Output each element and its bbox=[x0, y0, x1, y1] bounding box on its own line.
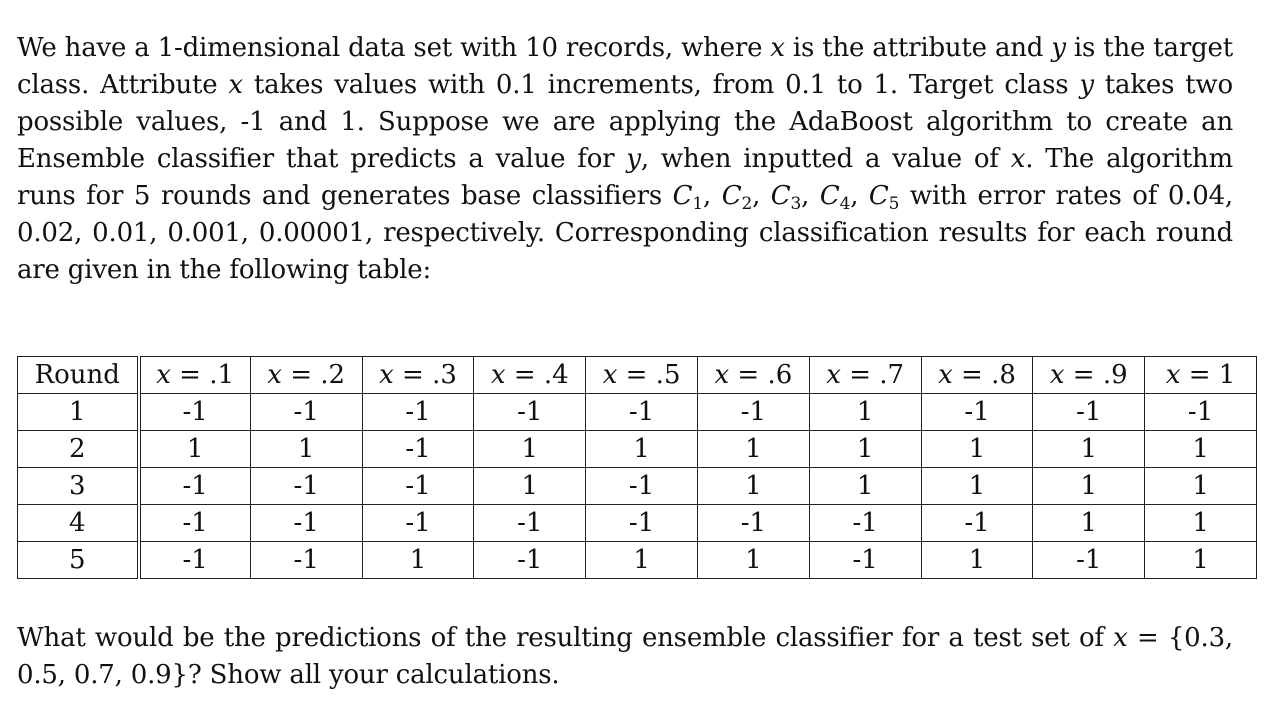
prediction-cell: -1 bbox=[362, 431, 474, 468]
prediction-cell: -1 bbox=[250, 394, 362, 431]
x-column-header bbox=[250, 357, 362, 394]
var-x: x bbox=[228, 70, 243, 100]
prediction-cell: -1 bbox=[139, 468, 251, 505]
header-x-var: x bbox=[714, 360, 730, 390]
table-row bbox=[18, 505, 1257, 542]
prediction-cell: -1 bbox=[474, 542, 586, 579]
classifier-c2: $C_2$ bbox=[721, 181, 753, 214]
x-column-header bbox=[1033, 357, 1145, 394]
round-number: 3 bbox=[18, 468, 139, 505]
test-set: {0.3, 0.5, 0.7, 0.9} bbox=[17, 623, 1233, 690]
intro-text-9: , respectively. Corresponding classification results for each round are given in the following table: bbox=[17, 218, 1234, 285]
header-x-value: = .4 bbox=[505, 360, 569, 390]
intro-text-5: takes two possible values, -1 and 1. Suppose we are applying the AdaBoost algorithm to create an Ensemble classifier that predicts a value for bbox=[17, 70, 1233, 174]
round-number: 1 bbox=[18, 394, 139, 431]
prediction-cell: -1 bbox=[362, 394, 474, 431]
classifier-subscript: 4 bbox=[839, 194, 851, 214]
classifier-c5: $C_5$ bbox=[868, 181, 900, 214]
problem-question bbox=[17, 620, 1233, 694]
prediction-cell: 1 bbox=[1145, 505, 1257, 542]
header-x-var: x bbox=[1049, 360, 1065, 390]
header-x-var: x bbox=[490, 360, 506, 390]
header-x-var: x bbox=[267, 360, 282, 390]
prediction-cell: -1 bbox=[697, 394, 809, 431]
prediction-cell: 1 bbox=[1145, 468, 1257, 505]
prediction-cell: 1 bbox=[1145, 542, 1257, 579]
var-x: x bbox=[1113, 623, 1128, 653]
prediction-cell: 1 bbox=[586, 542, 698, 579]
header-x-value: = .1 bbox=[170, 360, 235, 390]
classifier-c4: $C_4$ bbox=[819, 181, 851, 214]
header-x-value: = .3 bbox=[393, 360, 457, 390]
prediction-cell: -1 bbox=[586, 394, 698, 431]
prediction-cell: -1 bbox=[809, 542, 921, 579]
intro-text-3: is the target class. Attribute bbox=[17, 33, 1233, 100]
table-row bbox=[18, 394, 1257, 431]
prediction-cell: 1 bbox=[697, 468, 809, 505]
prediction-cell: -1 bbox=[250, 505, 362, 542]
prediction-cell: -1 bbox=[1033, 394, 1145, 431]
table-row bbox=[18, 468, 1257, 505]
var-y: y bbox=[1051, 33, 1066, 63]
prediction-cell: 1 bbox=[1145, 431, 1257, 468]
prediction-cell: -1 bbox=[921, 394, 1033, 431]
prediction-cell: 1 bbox=[474, 431, 586, 468]
prediction-cell: 1 bbox=[809, 468, 921, 505]
equals-sign: = bbox=[1136, 623, 1159, 653]
prediction-cell: -1 bbox=[809, 505, 921, 542]
header-x-value: = 1 bbox=[1180, 360, 1236, 390]
header-x-var: x bbox=[156, 360, 171, 390]
classifier-c3: $C_3$ bbox=[770, 181, 802, 214]
error-rates: 0.04, 0.02, 0.01, 0.001, 0.00001 bbox=[17, 181, 1233, 248]
var-x: x bbox=[1010, 144, 1026, 174]
header-x-value: = .9 bbox=[1064, 360, 1128, 390]
classifier-subscript: 3 bbox=[790, 194, 802, 214]
round-number: 5 bbox=[18, 542, 139, 579]
header-x-value: = .8 bbox=[952, 360, 1016, 390]
classifier-subscript: 1 bbox=[692, 194, 703, 214]
prediction-cell: 1 bbox=[139, 431, 251, 468]
question-text-2: ? Show all your calculations. bbox=[187, 660, 560, 690]
classifier-subscript: 5 bbox=[888, 194, 900, 214]
round-number: 4 bbox=[18, 505, 139, 542]
intro-text-7: . The algorithm runs for 5 rounds and generates base classifiers bbox=[17, 144, 1233, 211]
prediction-cell: -1 bbox=[250, 468, 362, 505]
prediction-cell: -1 bbox=[139, 394, 251, 431]
x-column-header bbox=[921, 357, 1033, 394]
intro-text-2: is the attribute and bbox=[792, 33, 1044, 63]
var-x: x bbox=[770, 33, 785, 63]
header-x-value: = .5 bbox=[617, 360, 681, 390]
x-column-header bbox=[1145, 357, 1257, 394]
problem-intro bbox=[17, 30, 1233, 289]
prediction-cell: 1 bbox=[809, 431, 921, 468]
x-column-header bbox=[362, 357, 474, 394]
x-column-header bbox=[697, 357, 809, 394]
header-x-var: x bbox=[379, 360, 394, 390]
prediction-cell: -1 bbox=[250, 542, 362, 579]
round-header: Round bbox=[18, 357, 139, 394]
prediction-cell: 1 bbox=[250, 431, 362, 468]
prediction-cell: -1 bbox=[1145, 394, 1257, 431]
classifier-subscript: 2 bbox=[741, 194, 753, 214]
prediction-cell: -1 bbox=[474, 394, 586, 431]
var-y: y bbox=[1079, 70, 1094, 100]
classification-results-table bbox=[17, 356, 1257, 579]
header-x-var: x bbox=[602, 360, 618, 390]
classifier-list: $C_1$, $C_2$, $C_3$, $C_4$, $C_5$ bbox=[672, 181, 900, 214]
question-text-1: What would be the predictions of the resulting ensemble classifier for a test set of bbox=[17, 623, 1104, 653]
prediction-cell: 1 bbox=[362, 542, 474, 579]
prediction-cell: -1 bbox=[362, 505, 474, 542]
prediction-cell: -1 bbox=[697, 505, 809, 542]
prediction-cell: -1 bbox=[139, 505, 251, 542]
table-header-row bbox=[18, 357, 1257, 394]
prediction-cell: 1 bbox=[697, 542, 809, 579]
var-y: y bbox=[626, 144, 641, 174]
intro-text-1: We have a 1-dimensional data set with 10 records, where bbox=[17, 33, 763, 63]
round-number: 2 bbox=[18, 431, 139, 468]
prediction-cell: 1 bbox=[921, 431, 1033, 468]
prediction-cell: 1 bbox=[921, 542, 1033, 579]
table-body bbox=[18, 394, 1257, 579]
prediction-cell: -1 bbox=[586, 468, 698, 505]
table-row bbox=[18, 431, 1257, 468]
prediction-cell: 1 bbox=[921, 468, 1033, 505]
prediction-cell: -1 bbox=[1033, 542, 1145, 579]
intro-text-4: takes values with 0.1 increments, from 0.1 to 1. Target class bbox=[253, 70, 1069, 100]
table-row bbox=[18, 542, 1257, 579]
x-column-header bbox=[139, 357, 251, 394]
intro-text-6: , when inputted a value of bbox=[640, 144, 999, 174]
prediction-cell: 1 bbox=[1033, 505, 1145, 542]
header-x-var: x bbox=[826, 360, 841, 390]
prediction-cell: 1 bbox=[1033, 431, 1145, 468]
intro-text-8: with error rates of bbox=[909, 181, 1158, 211]
prediction-cell: 1 bbox=[474, 468, 586, 505]
x-column-header bbox=[809, 357, 921, 394]
prediction-cell: 1 bbox=[1033, 468, 1145, 505]
prediction-cell: -1 bbox=[474, 505, 586, 542]
header-x-var: x bbox=[1165, 360, 1181, 390]
prediction-cell: -1 bbox=[921, 505, 1033, 542]
header-x-value: = .6 bbox=[729, 360, 793, 390]
prediction-cell: 1 bbox=[586, 431, 698, 468]
classifier-c1: $C_1$ bbox=[672, 181, 703, 214]
x-column-header bbox=[586, 357, 698, 394]
prediction-cell: 1 bbox=[809, 394, 921, 431]
prediction-cell: -1 bbox=[586, 505, 698, 542]
x-column-header bbox=[474, 357, 586, 394]
header-x-value: = .2 bbox=[281, 360, 346, 390]
prediction-cell: 1 bbox=[697, 431, 809, 468]
header-x-value: = .7 bbox=[840, 360, 905, 390]
header-x-var: x bbox=[938, 360, 953, 390]
prediction-cell: -1 bbox=[139, 542, 251, 579]
prediction-cell: -1 bbox=[362, 468, 474, 505]
